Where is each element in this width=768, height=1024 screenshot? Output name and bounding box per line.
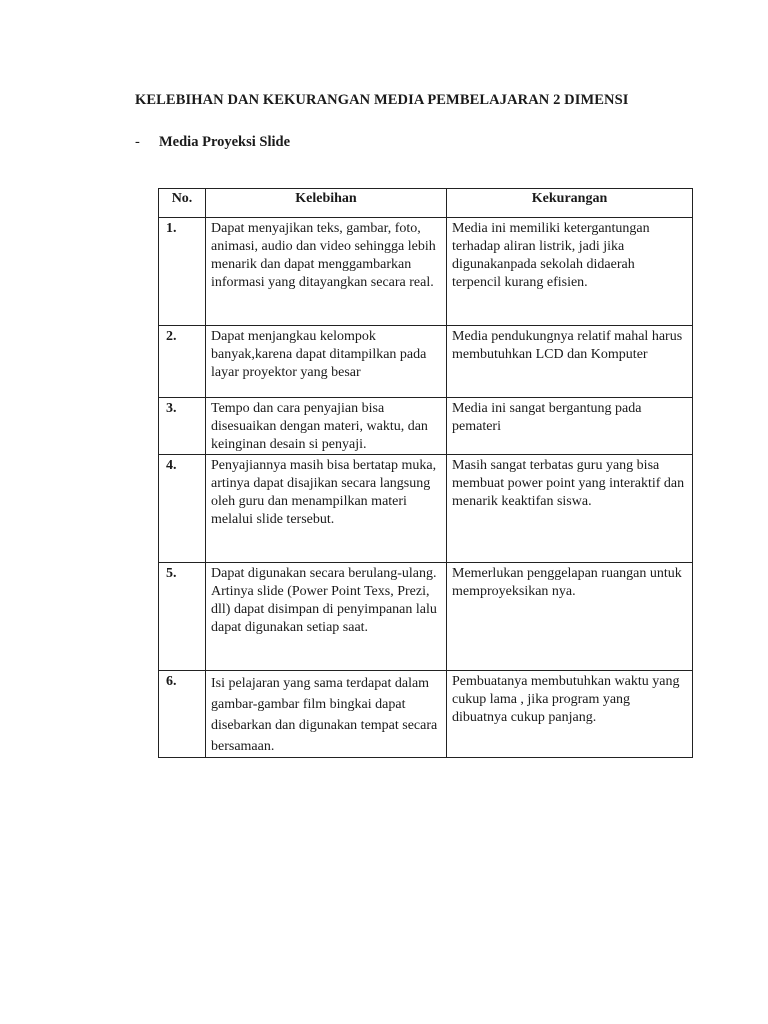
- table-row: [159, 455, 693, 563]
- section-heading-text: Media Proyeksi Slide: [159, 134, 291, 150]
- table-row: [159, 218, 693, 326]
- table-row: [159, 398, 693, 455]
- kelebihan-cell: Dapat menyajikan teks, gambar, foto, animasi, audio dan video sehingga lebih menarik dan dapat menggambarkan informasi yang ditayangkan secara real.: [206, 218, 447, 326]
- kelebihan-cell: Tempo dan cara penyajian bisa disesuaikan dengan materi, waktu, dan keinginan desain si penyaji.: [206, 398, 447, 455]
- table-header-row: [159, 189, 693, 218]
- section-bullet: -: [135, 134, 140, 150]
- kekurangan-cell: Media ini sangat bergantung pada pemateri: [447, 398, 693, 455]
- kekurangan-cell: Pembuatanya membutuhkan waktu yang cukup lama , jika program yang dibuatnya cukup panjang.: [447, 671, 693, 758]
- table-row: [159, 671, 693, 758]
- row-number: 4.: [159, 455, 206, 563]
- section-heading: [135, 134, 290, 151]
- kelebihan-cell: Penyajiannya masih bisa bertatap muka, artinya dapat disajikan secara langsung oleh guru dan menampilkan materi melalui slide tersebut.: [206, 455, 447, 563]
- row-number: 6.: [159, 671, 206, 758]
- header-kelebihan: Kelebihan: [206, 189, 447, 218]
- document-title: KELEBIHAN DAN KEKURANGAN MEDIA PEMBELAJARAN 2 DIMENSI: [135, 92, 629, 108]
- table-row: [159, 563, 693, 671]
- kekurangan-cell: Memerlukan penggelapan ruangan untuk memproyeksikan nya.: [447, 563, 693, 671]
- comparison-table: [158, 188, 693, 758]
- header-no: No.: [159, 189, 206, 218]
- table-row: [159, 326, 693, 398]
- row-number: 5.: [159, 563, 206, 671]
- row-number: 2.: [159, 326, 206, 398]
- header-kekurangan: Kekurangan: [447, 189, 693, 218]
- row-number: 1.: [159, 218, 206, 326]
- kekurangan-cell: Media pendukungnya relatif mahal harus membutuhkan LCD dan Komputer: [447, 326, 693, 398]
- kekurangan-cell: Masih sangat terbatas guru yang bisa membuat power point yang interaktif dan menarik keaktifan siswa.: [447, 455, 693, 563]
- kelebihan-cell: Isi pelajaran yang sama terdapat dalam gambar-gambar film bingkai dapat disebarkan dan digunakan tempat secara bersamaan.: [206, 671, 447, 758]
- kelebihan-cell: Dapat digunakan secara berulang-ulang. Artinya slide (Power Point Texs, Prezi, dll) dapat disimpan di penyimpanan lalu dapat digunakan setiap saat.: [206, 563, 447, 671]
- kekurangan-cell: Media ini memiliki ketergantungan terhadap aliran listrik, jadi jika digunakanpada sekolah didaerah terpencil kurang efisien.: [447, 218, 693, 326]
- row-number: 3.: [159, 398, 206, 455]
- kelebihan-cell: Dapat menjangkau kelompok banyak,karena dapat ditampilkan pada layar proyektor yang besar: [206, 326, 447, 398]
